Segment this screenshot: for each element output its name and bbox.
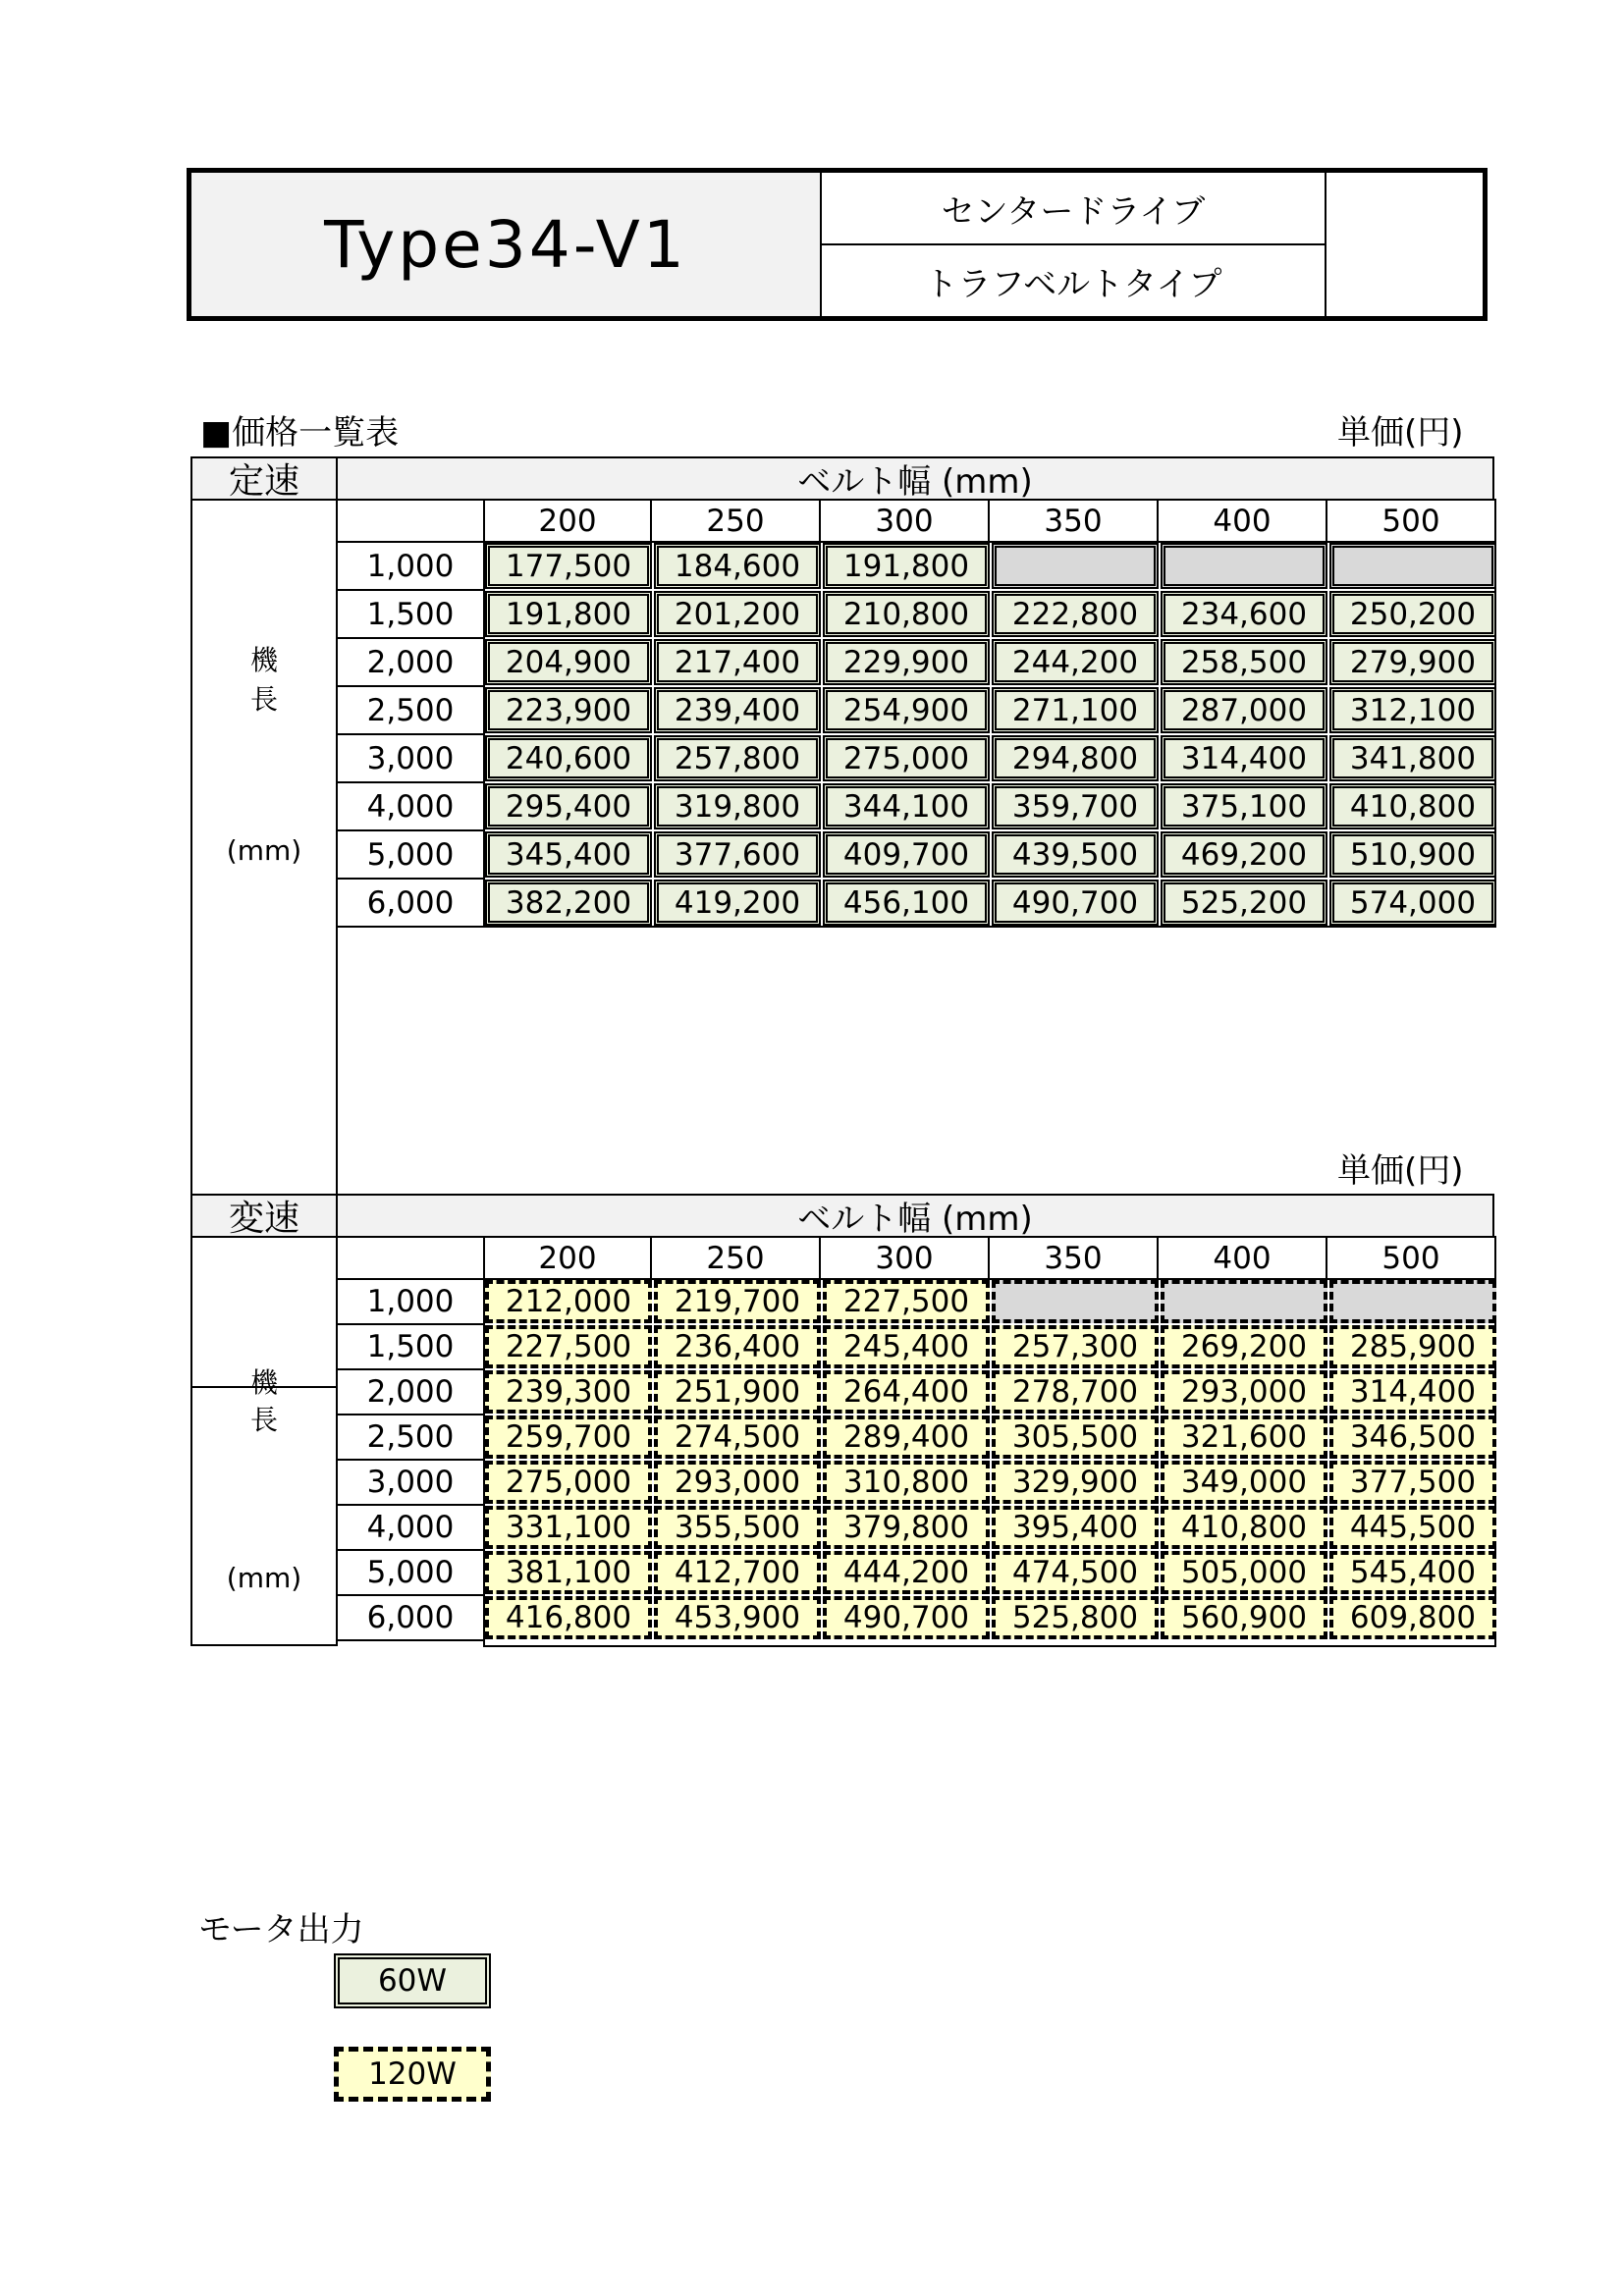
machine-length-2: 2,000 bbox=[336, 1368, 485, 1415]
price-cell: 355,500 bbox=[654, 1506, 821, 1549]
machine-length-5: 4,000 bbox=[336, 1504, 485, 1551]
drive-type-label: センタードライブ bbox=[822, 173, 1325, 245]
price-cell: 453,900 bbox=[654, 1596, 821, 1639]
machine-length-7: 6,000 bbox=[336, 878, 485, 928]
price-cell-unavailable bbox=[1329, 543, 1496, 589]
machine-length-6: 5,000 bbox=[336, 829, 485, 880]
price-cell: 219,700 bbox=[654, 1280, 821, 1323]
machine-length-unit: (mm) bbox=[226, 834, 302, 867]
belt-width-4: 400 bbox=[1157, 499, 1327, 543]
price-cell: 469,200 bbox=[1161, 831, 1327, 878]
price-cell-unavailable bbox=[1161, 1280, 1327, 1323]
mode-label-variable: 変速 bbox=[190, 1194, 338, 1238]
price-cell: 510,900 bbox=[1329, 831, 1496, 878]
mode-label-fixed: 定速 bbox=[190, 456, 338, 501]
price-cell: 381,100 bbox=[485, 1551, 652, 1594]
price-cell: 250,200 bbox=[1329, 591, 1496, 637]
price-cell: 474,500 bbox=[992, 1551, 1159, 1594]
price-cell: 204,900 bbox=[485, 639, 652, 685]
belt-width-4: 400 bbox=[1157, 1236, 1327, 1280]
price-cell: 269,200 bbox=[1161, 1325, 1327, 1368]
belt-width-3: 350 bbox=[988, 499, 1159, 543]
price-cell: 314,400 bbox=[1329, 1370, 1496, 1414]
machine-length-3: 2,500 bbox=[336, 1414, 485, 1461]
price-cell: 257,800 bbox=[654, 735, 821, 781]
belt-width-2: 300 bbox=[819, 499, 990, 543]
price-cell: 245,400 bbox=[823, 1325, 990, 1368]
price-cell: 240,600 bbox=[485, 735, 652, 781]
price-cell: 222,800 bbox=[992, 591, 1159, 637]
price-cell: 490,700 bbox=[992, 880, 1159, 926]
price-cell: 244,200 bbox=[992, 639, 1159, 685]
price-cell: 409,700 bbox=[823, 831, 990, 878]
price-cell: 525,800 bbox=[992, 1596, 1159, 1639]
corner-cell bbox=[336, 1236, 485, 1280]
belt-width-5: 500 bbox=[1326, 1236, 1496, 1280]
machine-length-5: 4,000 bbox=[336, 781, 485, 831]
machine-length-1: 1,500 bbox=[336, 1323, 485, 1370]
price-cell: 410,800 bbox=[1161, 1506, 1327, 1549]
unit-label-fixed: 単価(円) bbox=[1337, 413, 1464, 453]
price-cell: 410,800 bbox=[1329, 783, 1496, 829]
price-cell: 287,000 bbox=[1161, 687, 1327, 733]
price-cell: 234,600 bbox=[1161, 591, 1327, 637]
price-cell: 184,600 bbox=[654, 543, 821, 589]
machine-length-char-2: 長 bbox=[249, 1404, 278, 1436]
machine-length-unit: (mm) bbox=[226, 1562, 302, 1594]
price-cell: 331,100 bbox=[485, 1506, 652, 1549]
belt-width-3: 350 bbox=[988, 1236, 1159, 1280]
belt-width-0: 200 bbox=[483, 499, 652, 543]
price-cell: 223,900 bbox=[485, 687, 652, 733]
product-title: Type34-V1 bbox=[191, 173, 822, 316]
price-cell: 259,700 bbox=[485, 1415, 652, 1459]
price-cell: 329,900 bbox=[992, 1461, 1159, 1504]
price-cell: 293,000 bbox=[1161, 1370, 1327, 1414]
price-cell-unavailable bbox=[1161, 543, 1327, 589]
machine-length-0: 1,000 bbox=[336, 1278, 485, 1325]
belt-width-header: ベルト幅 (mm) bbox=[336, 1194, 1494, 1238]
price-cell: 345,400 bbox=[485, 831, 652, 878]
price-cell: 346,500 bbox=[1329, 1415, 1496, 1459]
price-cell: 490,700 bbox=[823, 1596, 990, 1639]
unit-label-variable: 単価(円) bbox=[1337, 1151, 1464, 1191]
belt-type-label: トラフベルトタイプ bbox=[924, 264, 1222, 304]
price-cell: 444,200 bbox=[823, 1551, 990, 1594]
belt-width-2: 300 bbox=[819, 1236, 990, 1280]
price-cell: 560,900 bbox=[1161, 1596, 1327, 1639]
price-cell: 445,500 bbox=[1329, 1506, 1496, 1549]
price-cell: 341,800 bbox=[1329, 735, 1496, 781]
belt-width-1: 250 bbox=[650, 499, 821, 543]
machine-length-char-1: 機 bbox=[249, 644, 278, 676]
price-cell: 382,200 bbox=[485, 880, 652, 926]
machine-length-char-1: 機 bbox=[249, 1366, 278, 1399]
legend-120w: 120W bbox=[334, 2047, 491, 2102]
price-cell: 217,400 bbox=[654, 639, 821, 685]
price-cell: 212,000 bbox=[485, 1280, 652, 1323]
price-cell: 505,000 bbox=[1161, 1551, 1327, 1594]
price-cell: 239,300 bbox=[485, 1370, 652, 1414]
belt-width-0: 200 bbox=[483, 1236, 652, 1280]
price-cell: 278,700 bbox=[992, 1370, 1159, 1414]
header-blank-cell bbox=[1326, 173, 1483, 316]
price-cell: 319,800 bbox=[654, 783, 821, 829]
price-cell: 321,600 bbox=[1161, 1415, 1327, 1459]
price-cell: 574,000 bbox=[1329, 880, 1496, 926]
price-cell: 359,700 bbox=[992, 783, 1159, 829]
price-cell: 293,000 bbox=[654, 1461, 821, 1504]
price-cell: 349,000 bbox=[1161, 1461, 1327, 1504]
price-cell: 201,200 bbox=[654, 591, 821, 637]
price-cell: 344,100 bbox=[823, 783, 990, 829]
price-cell: 310,800 bbox=[823, 1461, 990, 1504]
belt-width-1: 250 bbox=[650, 1236, 821, 1280]
price-cell: 305,500 bbox=[992, 1415, 1159, 1459]
price-cell: 412,700 bbox=[654, 1551, 821, 1594]
machine-length-7: 6,000 bbox=[336, 1594, 485, 1641]
motor-output-title: モータ出力 bbox=[198, 1910, 364, 1949]
machine-length-4: 3,000 bbox=[336, 733, 485, 783]
machine-length-1: 1,500 bbox=[336, 589, 485, 639]
machine-length-0: 1,000 bbox=[336, 541, 485, 591]
price-cell: 271,100 bbox=[992, 687, 1159, 733]
price-cell: 545,400 bbox=[1329, 1551, 1496, 1594]
price-cell-unavailable bbox=[992, 1280, 1159, 1323]
price-cell: 229,900 bbox=[823, 639, 990, 685]
price-cell: 295,400 bbox=[485, 783, 652, 829]
price-cell: 227,500 bbox=[485, 1325, 652, 1368]
price-cell: 395,400 bbox=[992, 1506, 1159, 1549]
price-cell: 439,500 bbox=[992, 831, 1159, 878]
price-cell: 294,800 bbox=[992, 735, 1159, 781]
price-cell: 254,900 bbox=[823, 687, 990, 733]
price-cell: 416,800 bbox=[485, 1596, 652, 1639]
price-cell: 377,600 bbox=[654, 831, 821, 878]
price-cell: 285,900 bbox=[1329, 1325, 1496, 1368]
price-cell: 379,800 bbox=[823, 1506, 990, 1549]
price-cell: 239,400 bbox=[654, 687, 821, 733]
price-cell: 177,500 bbox=[485, 543, 652, 589]
price-cell: 210,800 bbox=[823, 591, 990, 637]
machine-length-side-label bbox=[190, 1236, 338, 1646]
belt-width-5: 500 bbox=[1326, 499, 1496, 543]
machine-length-2: 2,000 bbox=[336, 637, 485, 687]
machine-length-6: 5,000 bbox=[336, 1549, 485, 1596]
price-cell: 236,400 bbox=[654, 1325, 821, 1368]
price-cell: 251,900 bbox=[654, 1370, 821, 1414]
product-header bbox=[187, 168, 1488, 321]
price-cell: 419,200 bbox=[654, 880, 821, 926]
price-cell: 456,100 bbox=[823, 880, 990, 926]
machine-length-char-2: 長 bbox=[249, 683, 278, 716]
machine-length-3: 2,500 bbox=[336, 685, 485, 735]
price-cell: 314,400 bbox=[1161, 735, 1327, 781]
price-cell: 275,000 bbox=[485, 1461, 652, 1504]
price-cell: 312,100 bbox=[1329, 687, 1496, 733]
price-cell: 289,400 bbox=[823, 1415, 990, 1459]
belt-width-header: ベルト幅 (mm) bbox=[336, 456, 1494, 501]
price-cell: 191,800 bbox=[485, 591, 652, 637]
product-subtitle-box bbox=[822, 173, 1326, 316]
price-cell: 274,500 bbox=[654, 1415, 821, 1459]
price-cell: 227,500 bbox=[823, 1280, 990, 1323]
price-cell: 191,800 bbox=[823, 543, 990, 589]
legend-60w: 60W bbox=[334, 1953, 491, 2008]
price-cell: 275,000 bbox=[823, 735, 990, 781]
machine-length-4: 3,000 bbox=[336, 1459, 485, 1506]
price-cell-unavailable bbox=[992, 543, 1159, 589]
price-list-title: ■価格一覧表 bbox=[200, 413, 400, 453]
price-cell-unavailable bbox=[1329, 1280, 1496, 1323]
price-cell: 375,100 bbox=[1161, 783, 1327, 829]
price-cell: 264,400 bbox=[823, 1370, 990, 1414]
price-cell: 258,500 bbox=[1161, 639, 1327, 685]
price-cell: 377,500 bbox=[1329, 1461, 1496, 1504]
price-cell: 279,900 bbox=[1329, 639, 1496, 685]
price-cell: 525,200 bbox=[1161, 880, 1327, 926]
corner-cell bbox=[336, 499, 485, 543]
price-cell: 257,300 bbox=[992, 1325, 1159, 1368]
price-cell: 609,800 bbox=[1329, 1596, 1496, 1639]
